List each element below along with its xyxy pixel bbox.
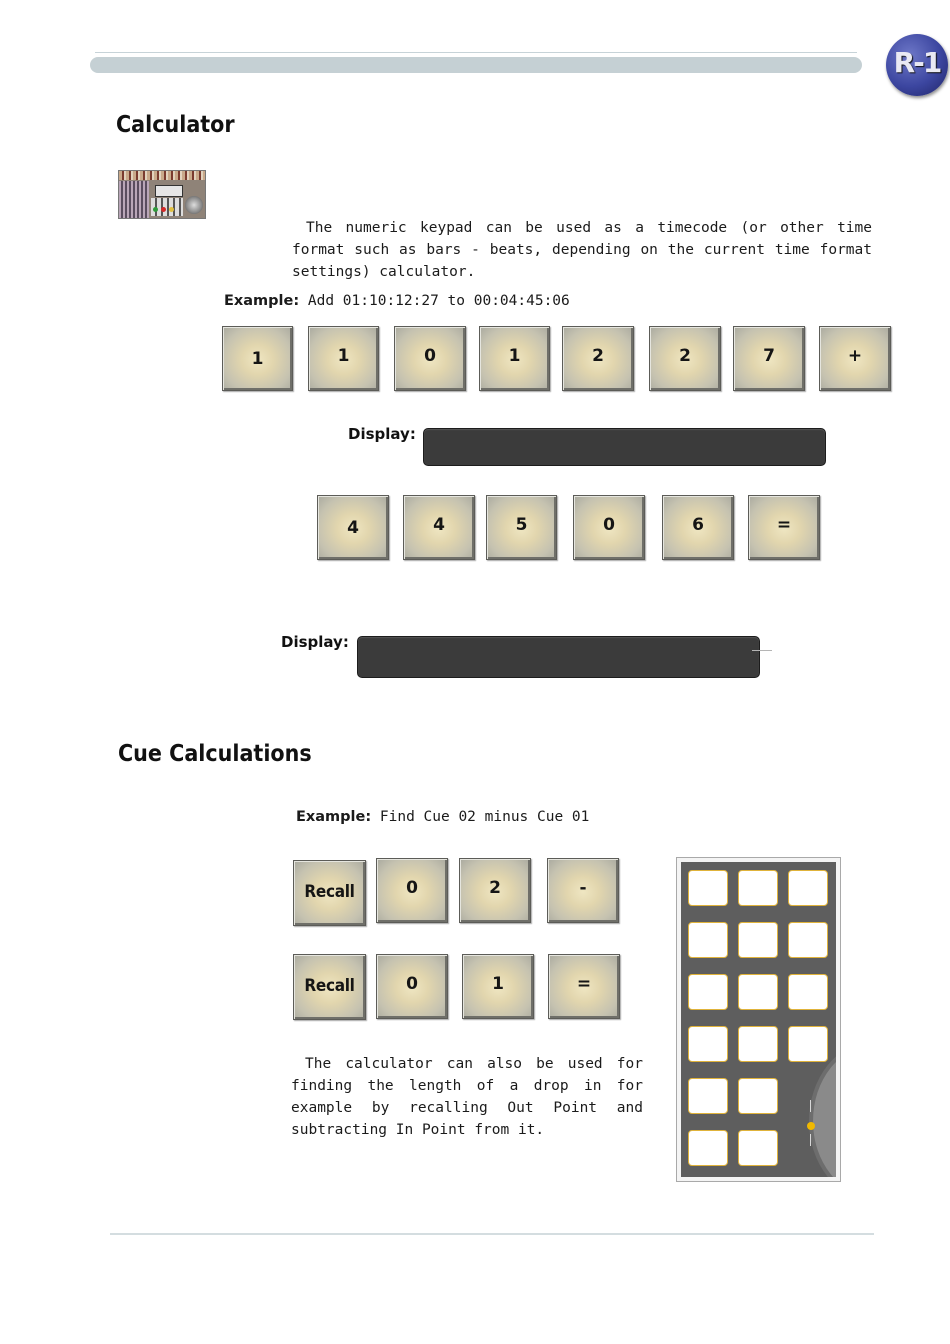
keypad-button	[788, 1026, 828, 1062]
keypad-button	[688, 1078, 728, 1114]
keypad-button	[788, 974, 828, 1010]
keypad-button	[688, 1026, 728, 1062]
key-1[interactable]: 1	[222, 326, 293, 391]
arrow-up-icon	[810, 1100, 811, 1112]
key-5[interactable]: 5	[486, 495, 557, 560]
cue-example	[296, 809, 589, 825]
key-equals[interactable]: =	[748, 495, 820, 560]
cue-description: The calculator can also be used for finding the length of a drop in for example by recalling Out Point and subtracting In Point from it.	[291, 1056, 643, 1138]
key-6[interactable]: 6	[662, 495, 734, 560]
key-1[interactable]: 1	[479, 326, 550, 391]
key-1[interactable]: 1	[462, 954, 534, 1019]
header-rule	[95, 52, 857, 53]
example-label: Example:	[296, 809, 372, 825]
keypad-button	[738, 974, 778, 1010]
footer-rule	[110, 1233, 874, 1235]
keypad-button	[688, 1130, 728, 1166]
recall-key[interactable]: Recall	[293, 860, 366, 926]
key-1[interactable]: 1	[308, 326, 379, 391]
calculator-description: The numeric keypad can be used as a timecode (or other time format such as bars - beats, depending on the current time format settings) calculator.	[292, 220, 872, 280]
keypad-button	[738, 1026, 778, 1062]
keypad-button	[738, 922, 778, 958]
key-plus[interactable]: +	[819, 326, 891, 391]
key-7[interactable]: 7	[733, 326, 805, 391]
recall-key[interactable]: Recall	[293, 954, 366, 1020]
console-thumbnail-image	[118, 170, 206, 219]
key-2[interactable]: 2	[649, 326, 721, 391]
key-0[interactable]: 0	[394, 326, 466, 391]
keypad-button	[688, 922, 728, 958]
example-text: Add 01:10:12:27 to 00:04:45:06	[307, 293, 570, 309]
key-4[interactable]: 4	[403, 495, 475, 560]
display-pointer-line	[752, 650, 772, 651]
keypad-button	[738, 870, 778, 906]
key-2[interactable]: 2	[459, 858, 531, 923]
keypad-button	[738, 1078, 778, 1114]
r1-logo: R-1	[886, 34, 948, 96]
key-minus[interactable]: -	[547, 858, 619, 923]
keypad-button	[688, 974, 728, 1010]
key-4[interactable]: 4	[317, 495, 389, 560]
key-equals[interactable]: =	[548, 954, 620, 1019]
key-0[interactable]: 0	[376, 954, 448, 1019]
arrow-down-icon	[810, 1134, 811, 1146]
example-text: Find Cue 02 minus Cue 01	[379, 809, 590, 825]
calculator-display-1	[423, 428, 826, 466]
key-0[interactable]: 0	[376, 858, 448, 923]
calculator-heading: Calculator	[116, 112, 235, 138]
jog-wheel-edge	[809, 1042, 836, 1177]
display-label: Display:	[281, 633, 349, 651]
calculator-display-2	[357, 636, 760, 678]
key-2[interactable]: 2	[562, 326, 634, 391]
keypad-button	[688, 870, 728, 906]
keypad-button	[788, 922, 828, 958]
example-label: Example:	[224, 293, 300, 309]
calculator-example	[224, 293, 570, 309]
key-0[interactable]: 0	[573, 495, 645, 560]
keypad-button	[788, 870, 828, 906]
cue-calculations-heading: Cue Calculations	[118, 741, 312, 767]
keypad-illustration	[676, 857, 841, 1182]
keypad-button	[738, 1130, 778, 1166]
display-label: Display:	[348, 425, 416, 443]
indicator-dot	[807, 1122, 815, 1130]
header-bar	[90, 57, 862, 73]
